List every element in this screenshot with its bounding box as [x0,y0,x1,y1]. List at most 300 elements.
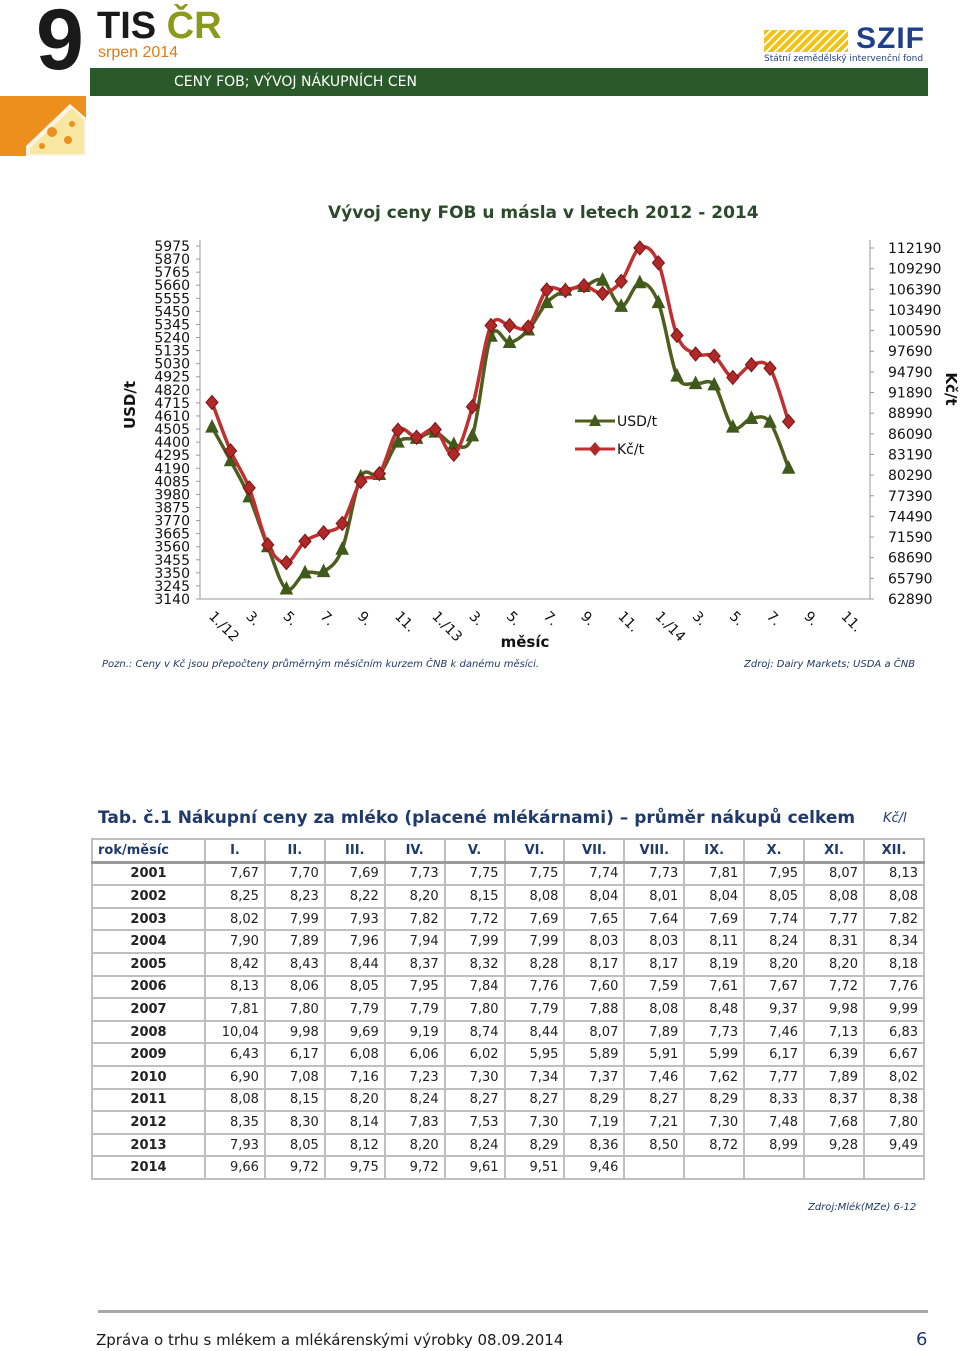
table-cell [624,1156,684,1179]
table-cell: 7,96 [325,930,385,953]
table-header-month: IV. [385,839,445,862]
brand-title-a: TIS [97,5,157,47]
x-tick-label: 5. [725,608,747,630]
y-tick-left: 4085 [154,474,190,491]
table-cell: 7,80 [864,1111,924,1134]
table-cell: 7,73 [624,862,684,885]
table-cell: 8,35 [205,1111,265,1134]
table-cell: 8,04 [564,885,624,908]
table-cell: 7,46 [744,1021,804,1044]
table-cell: 8,20 [325,1089,385,1112]
y-tick-left: 5345 [154,317,190,334]
table-row [92,1089,924,1112]
x-tick-label: 7. [763,608,784,630]
chart-title: Vývoj ceny FOB u másla v letech 2012 - 2014 [328,203,759,223]
table-cell: 8,44 [325,953,385,976]
milk-price-table [91,838,925,1180]
table-row [92,1043,924,1066]
table-cell: 7,16 [325,1066,385,1089]
x-tick-label: 7. [539,608,561,630]
y-tick-right: 91890 [888,385,933,402]
y-tick-right: 65790 [888,571,933,588]
table-cell: 7,99 [265,908,325,931]
series-point-usd [652,296,664,308]
table-cell: 7,64 [624,908,684,931]
table-row-year: 2013 [92,1134,205,1157]
butter-fob-chart [0,225,960,655]
table-cell: 6,02 [445,1043,505,1066]
table-row-year: 2002 [92,885,205,908]
table-cell: 7,75 [445,862,505,885]
table-row [92,1134,924,1157]
table-cell: 7,89 [804,1066,864,1089]
table-cell: 6,08 [325,1043,385,1066]
table-cell: 7,76 [505,976,565,999]
x-tick-label: 1./14 [651,608,689,646]
y-tick-left: 4505 [154,422,190,439]
table-cell: 8,15 [445,885,505,908]
x-tick-label: 5. [502,608,524,630]
table-cell: 8,05 [325,976,385,999]
y-tick-right: 71590 [888,530,933,547]
chart-note: Pozn.: Ceny v Kč jsou přepočteny průměrným měsíčním kurzem ČNB k danému měsíci. [102,659,540,670]
table-cell [804,1156,864,1179]
table-cell: 7,95 [385,976,445,999]
table-unit: Kč/l [883,811,907,826]
table-row [92,1066,924,1089]
x-tick-label: 1./12 [205,608,242,646]
y-tick-right: 77390 [888,488,933,505]
table-cell: 7,19 [564,1111,624,1134]
y-axis-label-right: Kč/t [942,372,960,406]
series-point-usd [783,461,795,473]
table-cell: 8,36 [564,1134,624,1157]
table-cell: 7,93 [325,908,385,931]
y-tick-right: 103490 [888,302,942,319]
table-cell: 8,20 [385,885,445,908]
table-cell: 9,66 [205,1156,265,1179]
table-cell: 7,69 [325,862,385,885]
table-header-month: VI. [505,839,565,862]
table-cell: 7,77 [804,908,864,931]
table-cell: 8,08 [864,885,924,908]
y-tick-right: 62890 [888,592,933,608]
table-cell: 7,88 [564,998,624,1021]
table-cell: 9,61 [445,1156,505,1179]
footer-text: Zpráva o trhu s mlékem a mlékárenskými výrobky 08.09.2014 [96,1331,564,1349]
table-cell: 7,46 [624,1066,684,1089]
table-row-year: 2010 [92,1066,205,1089]
table-cell: 8,20 [804,953,864,976]
table-header-row [92,839,924,862]
table-cell: 8,08 [804,885,864,908]
table-cell: 9,51 [505,1156,565,1179]
series-point-usd [708,378,720,390]
table-cell: 9,28 [804,1134,864,1157]
table-cell: 7,80 [265,998,325,1021]
table-cell: 5,89 [564,1043,624,1066]
x-tick-label: 9. [353,608,375,630]
table-cell: 7,70 [265,862,325,885]
table-cell: 8,74 [445,1021,505,1044]
table-cell: 6,90 [205,1066,265,1089]
table-cell: 7,21 [624,1111,684,1134]
table-cell: 9,75 [325,1156,385,1179]
table-row [92,885,924,908]
table-cell: 8,44 [505,1021,565,1044]
y-tick-left: 3140 [154,592,190,608]
table-cell: 7,89 [265,930,325,953]
table-cell: 7,73 [385,862,445,885]
table-cell: 7,82 [864,908,924,931]
y-tick-left: 3350 [154,565,190,582]
table-cell: 8,18 [864,953,924,976]
table-cell: 8,05 [265,1134,325,1157]
table-row-year: 2009 [92,1043,205,1066]
table-cell: 6,17 [744,1043,804,1066]
y-tick-left: 5135 [154,343,190,360]
table-row-year: 2003 [92,908,205,931]
issue-date: srpen 2014 [98,44,179,61]
y-tick-left: 3875 [154,500,190,517]
table-cell: 7,69 [505,908,565,931]
y-tick-right: 97690 [888,344,933,361]
table-cell: 7,08 [265,1066,325,1089]
table-row [92,862,924,885]
table-cell: 8,27 [445,1089,505,1112]
x-tick-label: 3. [688,608,710,630]
table-cell: 8,08 [205,1089,265,1112]
table-cell: 7,65 [564,908,624,931]
table-cell: 7,99 [445,930,505,953]
table-cell: 7,30 [684,1111,744,1134]
table-cell: 8,27 [624,1089,684,1112]
table-cell: 7,79 [505,998,565,1021]
table-cell: 7,83 [385,1111,445,1134]
table-cell: 8,23 [265,885,325,908]
y-tick-right: 74490 [888,509,933,526]
cheese-logo-icon [0,96,86,156]
table-cell: 8,31 [804,930,864,953]
y-tick-right: 83190 [888,447,933,464]
table-cell: 7,93 [205,1134,265,1157]
szif-logo-subtitle: Státní zemědělský intervenční fond [764,54,924,64]
table-cell: 7,74 [744,908,804,931]
table-cell: 7,74 [564,862,624,885]
issue-number: 9 [36,0,80,88]
table-cell: 5,95 [505,1043,565,1066]
table-cell: 8,24 [445,1134,505,1157]
table-cell: 8,01 [624,885,684,908]
table-cell: 7,95 [744,862,804,885]
table-row-year: 2008 [92,1021,205,1044]
table-cell: 10,04 [205,1021,265,1044]
table-row-year: 2011 [92,1089,205,1112]
table-cell: 5,91 [624,1043,684,1066]
table-row-year: 2006 [92,976,205,999]
table-row [92,998,924,1021]
legend-label: USD/t [617,414,658,430]
table-cell: 8,27 [505,1089,565,1112]
table-title: Tab. č.1 Nákupní ceny za mléko (placené mlékárnami) – průměr nákupů celkem [98,808,856,828]
y-tick-right: 109290 [888,261,942,278]
y-tick-left: 4610 [154,408,190,425]
y-tick-left: 5765 [154,265,190,282]
table-row [92,908,924,931]
table-cell: 8,99 [744,1134,804,1157]
table-cell: 8,72 [684,1134,744,1157]
table-cell: 8,24 [744,930,804,953]
y-tick-left: 5450 [154,304,190,321]
table-cell: 6,43 [205,1043,265,1066]
table-cell: 9,98 [804,998,864,1021]
y-tick-left: 4295 [154,448,190,465]
table-cell: 8,37 [804,1089,864,1112]
section-title: CENY FOB; VÝVOJ NÁKUPNÍCH CEN [174,74,417,90]
series-point-czk [206,395,218,409]
table-row-year: 2004 [92,930,205,953]
y-tick-left: 3455 [154,552,190,569]
table-cell: 8,02 [864,1066,924,1089]
y-tick-left: 5975 [154,239,190,255]
page-number: 6 [916,1329,928,1350]
table-cell: 9,19 [385,1021,445,1044]
series-point-czk [504,319,516,333]
chart-source: Zdroj: Dairy Markets; USDA a ČNB [744,659,916,670]
x-tick-label: 9. [800,608,822,630]
table-cell: 8,48 [684,998,744,1021]
y-tick-right: 106390 [888,282,942,299]
table-cell: 7,72 [445,908,505,931]
table-row-year: 2014 [92,1156,205,1179]
table-cell: 8,13 [864,862,924,885]
table-cell: 7,23 [385,1066,445,1089]
table-cell: 7,13 [804,1021,864,1044]
table-cell: 5,99 [684,1043,744,1066]
table-cell: 6,17 [265,1043,325,1066]
table-cell: 8,15 [265,1089,325,1112]
table-header-month: IX. [684,839,744,862]
y-tick-right: 94790 [888,364,933,381]
y-tick-left: 3770 [154,513,190,530]
table-header-month: VII. [564,839,624,862]
x-tick-label: 3. [242,608,264,630]
series-point-czk [318,526,330,540]
y-tick-left: 5555 [154,291,190,308]
table-cell: 8,42 [205,953,265,976]
y-tick-right: 112190 [888,241,942,257]
table-cell: 8,17 [564,953,624,976]
table-cell [684,1156,744,1179]
table-cell: 7,75 [505,862,565,885]
table-cell: 8,20 [744,953,804,976]
table-cell: 7,30 [445,1066,505,1089]
table-cell: 8,30 [265,1111,325,1134]
table-cell: 7,67 [205,862,265,885]
table-cell: 8,12 [325,1134,385,1157]
y-tick-left: 3980 [154,487,190,504]
footer-divider [98,1310,928,1313]
table-cell: 9,37 [744,998,804,1021]
szif-logo-name: SZIF [856,22,925,55]
table-cell: 8,22 [325,885,385,908]
table-header-month: XII. [864,839,924,862]
table-header-month: II. [265,839,325,862]
table-cell: 7,82 [385,908,445,931]
x-tick-label: 11. [614,608,642,636]
table-cell: 8,25 [205,885,265,908]
table-cell: 8,14 [325,1111,385,1134]
table-cell: 8,17 [624,953,684,976]
table-cell [744,1156,804,1179]
brand-title-b: ČR [156,5,222,47]
table-cell: 7,61 [684,976,744,999]
y-tick-right: 80290 [888,468,933,485]
table-cell: 7,34 [505,1066,565,1089]
table-cell: 8,11 [684,930,744,953]
table-cell: 8,50 [624,1134,684,1157]
y-tick-right: 68690 [888,550,933,567]
table-cell: 7,81 [205,998,265,1021]
x-tick-label: 1./13 [428,608,466,646]
section-bar [90,68,928,96]
table-header-month: I. [205,839,265,862]
series-point-usd [336,542,348,554]
table-cell: 8,29 [684,1089,744,1112]
brand-title [97,6,222,46]
x-tick-label: 7. [316,608,338,630]
series-point-czk [690,347,702,361]
table-cell: 7,60 [564,976,624,999]
y-tick-left: 5240 [154,330,190,347]
table-cell: 7,67 [744,976,804,999]
y-tick-left: 4190 [154,461,190,478]
series-point-czk [243,481,255,495]
table-cell: 9,46 [564,1156,624,1179]
y-tick-right: 88990 [888,406,933,423]
table-cell: 7,30 [505,1111,565,1134]
table-cell: 7,37 [564,1066,624,1089]
table-cell: 8,37 [385,953,445,976]
table-header-month: VIII. [624,839,684,862]
table-row [92,976,924,999]
y-tick-left: 3665 [154,526,190,543]
table-cell: 8,29 [505,1134,565,1157]
table-cell: 8,29 [564,1089,624,1112]
table-cell: 7,80 [445,998,505,1021]
table-cell [864,1156,924,1179]
legend-label: Kč/t [617,442,645,458]
table-cell: 8,13 [205,976,265,999]
table-cell: 7,53 [445,1111,505,1134]
series-line-usd [212,279,789,589]
table-cell: 7,73 [684,1021,744,1044]
table-cell: 7,62 [684,1066,744,1089]
y-tick-left: 5870 [154,252,190,269]
table-cell: 8,05 [744,885,804,908]
table-cell: 8,33 [744,1089,804,1112]
table-cell: 8,08 [624,998,684,1021]
table-row [92,1021,924,1044]
table-cell: 7,68 [804,1111,864,1134]
table-cell: 7,99 [505,930,565,953]
y-tick-left: 4715 [154,395,190,412]
table-row-year: 2012 [92,1111,205,1134]
y-tick-left: 5660 [154,278,190,295]
table-header-month: X. [744,839,804,862]
y-tick-left: 4925 [154,369,190,386]
table-cell: 8,19 [684,953,744,976]
table-row-year: 2005 [92,953,205,976]
table-cell: 7,77 [744,1066,804,1089]
szif-logo [764,24,940,70]
x-tick-label: 9. [577,608,598,630]
y-tick-left: 4400 [154,435,190,452]
table-source: Zdroj:Mlék(MZe) 6-12 [808,1202,917,1213]
table-cell: 7,90 [205,930,265,953]
table-cell: 7,72 [804,976,864,999]
x-axis-label: měsíc [500,633,550,651]
table-cell: 9,99 [864,998,924,1021]
table-cell: 8,08 [505,885,565,908]
table-cell: 8,02 [205,908,265,931]
table-header-month: III. [325,839,385,862]
table-cell: 8,43 [265,953,325,976]
table-header-month: XI. [804,839,864,862]
series-point-usd [466,429,478,441]
table-cell: 6,83 [864,1021,924,1044]
table-cell: 6,67 [864,1043,924,1066]
table-cell: 7,79 [385,998,445,1021]
table-header-month: V. [445,839,505,862]
x-tick-label: 11. [837,608,865,636]
table-row [92,953,924,976]
table-cell: 8,07 [804,862,864,885]
table-cell: 8,20 [385,1134,445,1157]
table-cell: 7,89 [624,1021,684,1044]
series-point-czk [783,415,795,429]
table-header-rowlabel: rok/měsíc [92,839,205,862]
table-row-year: 2007 [92,998,205,1021]
series-point-czk [597,286,609,300]
table-row [92,1156,924,1179]
table-cell: 8,24 [385,1089,445,1112]
series-line-czk [212,247,789,563]
y-tick-left: 4820 [154,382,190,399]
table-cell: 8,04 [684,885,744,908]
table-row-year: 2001 [92,862,205,885]
y-tick-right: 100590 [888,323,942,340]
table-cell: 7,81 [684,862,744,885]
table-cell: 8,03 [564,930,624,953]
table-cell: 9,49 [864,1134,924,1157]
table-cell: 8,06 [265,976,325,999]
table-cell: 9,72 [265,1156,325,1179]
table-cell: 7,84 [445,976,505,999]
y-tick-right: 86090 [888,426,933,443]
y-tick-left: 3245 [154,578,190,595]
table-cell: 7,76 [864,976,924,999]
table-cell: 7,59 [624,976,684,999]
table-cell: 8,07 [564,1021,624,1044]
table-cell: 8,38 [864,1089,924,1112]
table-cell: 7,48 [744,1111,804,1134]
table-cell: 8,34 [864,930,924,953]
table-cell: 7,79 [325,998,385,1021]
y-tick-left: 3560 [154,539,190,556]
szif-logo-stripes-icon [764,30,848,52]
y-tick-left: 5030 [154,356,190,373]
